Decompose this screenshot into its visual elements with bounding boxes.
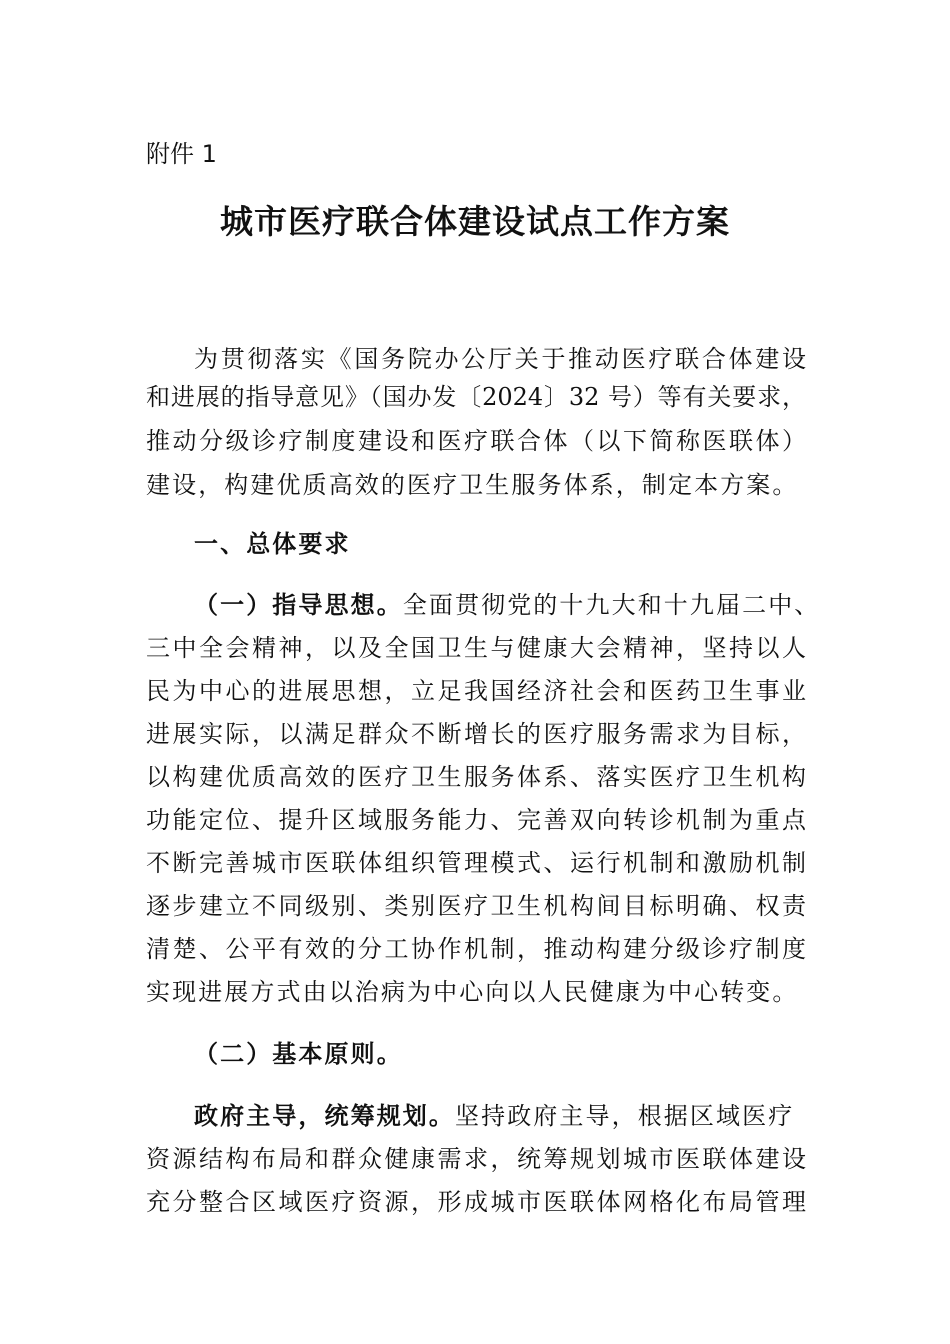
paragraph-line: 资源结构布局和群众健康需求，统筹规划城市医联体建设 xyxy=(146,1145,806,1173)
paragraph-line: 实现进展方式由以治病为中心向以人民健康为中心转变。 xyxy=(146,978,799,1006)
paragraph-line: 民为中心的进展思想，立足我国经济社会和医药卫生事业 xyxy=(146,677,806,705)
paragraph-line: 以构建优质高效的医疗卫生服务体系、落实医疗卫生机构 xyxy=(146,763,806,791)
attachment-label: 附件 1 xyxy=(146,140,217,168)
paragraph-label: （一）指导思想。 xyxy=(194,590,403,619)
document-title: 城市医疗联合体建设试点工作方案 xyxy=(220,202,730,241)
paragraph-line: 不断完善城市医联体组织管理模式、运行机制和激励机制 xyxy=(146,849,806,877)
paragraph-line: 功能定位、提升区域服务能力、完善双向转诊机制为重点 xyxy=(146,806,806,834)
intro-line: 为贯彻落实《国务院办公厅关于推动医疗联合体建设 xyxy=(194,345,806,373)
paragraph-line: 进展实际，以满足群众不断增长的医疗服务需求为目标， xyxy=(146,720,806,748)
intro-line: 和进展的指导意见》（国办发〔2024〕32 号）等有关要求， xyxy=(146,383,806,411)
subsection-heading: （二）基本原则。 xyxy=(194,1039,403,1068)
paragraph-label: 政府主导，统筹规划。 xyxy=(194,1101,455,1130)
intro-line: 建设，构建优质高效的医疗卫生服务体系，制定本方案。 xyxy=(146,471,799,499)
paragraph-text: 坚持政府主导，根据区域医疗 xyxy=(455,1102,795,1130)
paragraph-line: 充分整合区域医疗资源，形成城市医联体网格化布局管理 xyxy=(146,1188,806,1216)
section-heading: 一、总体要求 xyxy=(194,530,351,558)
paragraph-text: 全面贯彻党的十九大和十九届二中、 xyxy=(402,591,821,619)
paragraph-line: 清楚、公平有效的分工协作机制，推动构建分级诊疗制度 xyxy=(146,935,806,963)
paragraph-line: 三中全会精神，以及全国卫生与健康大会精神，坚持以人 xyxy=(146,634,806,662)
paragraph-first-line xyxy=(194,585,821,625)
paragraph-first-line xyxy=(194,1096,806,1136)
intro-line: 推动分级诊疗制度建设和医疗联合体（以下简称医联体） xyxy=(146,427,806,455)
paragraph-line: 逐步建立不同级别、类别医疗卫生机构间目标明确、权责 xyxy=(146,892,806,920)
